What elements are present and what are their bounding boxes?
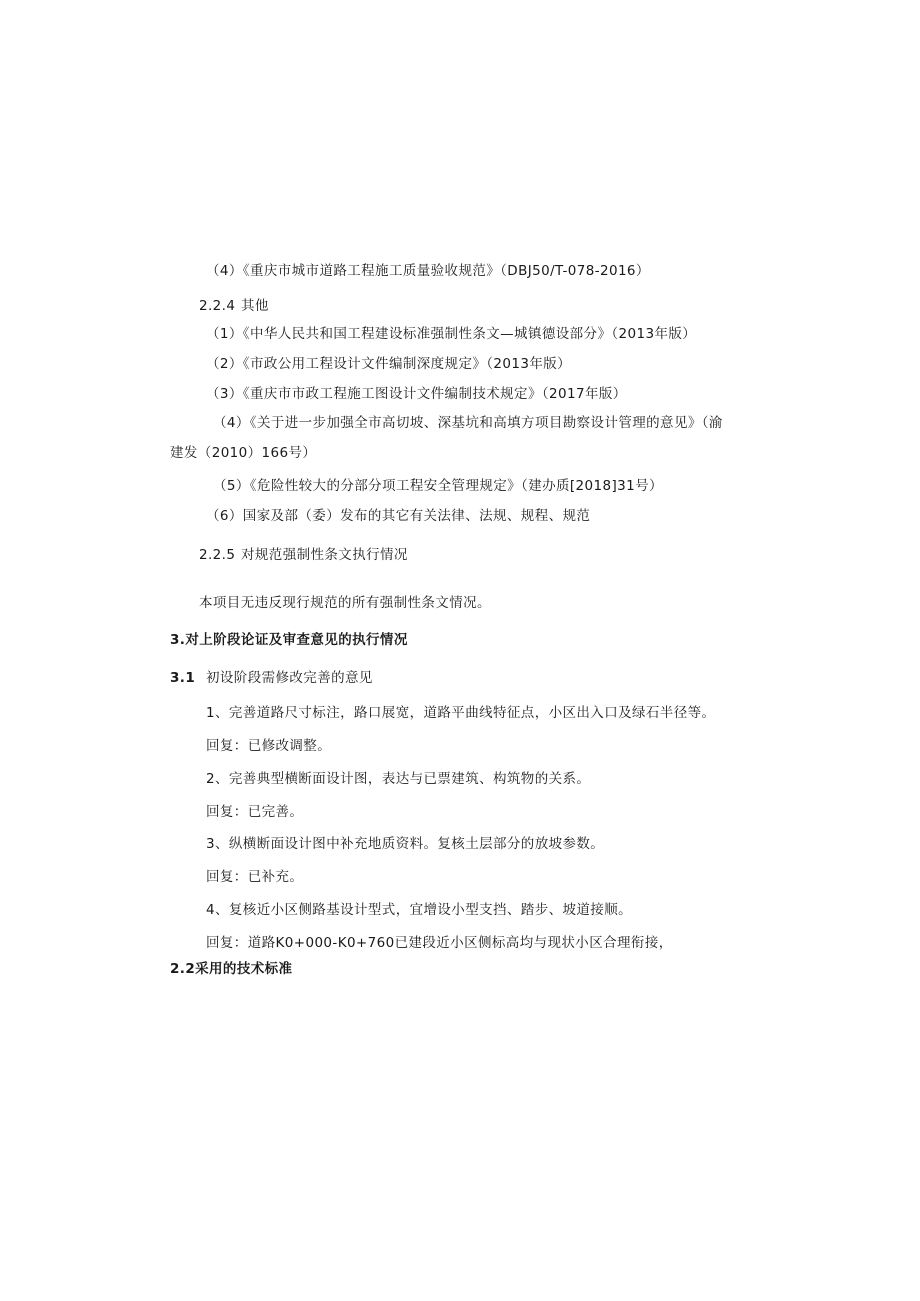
other-item-4-line1: （4）《关于进一步加强全市高切坡、深基坑和高填方项目勘察设计管理的意见》（渝 bbox=[213, 415, 723, 431]
opinion-item-1: 1、完善道路尺寸标注，路口展宽，道路平曲线特征点，小区出入口及绿石半径等。 bbox=[206, 705, 716, 721]
section-number: 3.1 bbox=[170, 670, 196, 686]
chapter-heading-3: 3.对上阶段论证及审查意见的执行情况 bbox=[170, 632, 408, 648]
section-title: 其他 bbox=[241, 298, 269, 314]
section-heading-2-2-4 bbox=[199, 297, 269, 315]
section-heading-2-2: 2.2采用的技术标准 bbox=[170, 961, 293, 977]
other-item-3: （3）《重庆市市政工程施工图设计文件编制技术规定》（2017年版） bbox=[206, 386, 627, 402]
other-item-5: （5）《危险性较大的分部分项工程安全管理规定》（建办质[2018]31号） bbox=[213, 478, 663, 494]
reply-item-2: 回复：已完善。 bbox=[206, 804, 304, 820]
reply-item-1: 回复：已修改调整。 bbox=[206, 738, 332, 754]
other-item-4-line2: 建发（2010）166号） bbox=[170, 445, 317, 461]
other-item-2: （2）《市政公用工程设计文件编制深度规定》（2013年版） bbox=[206, 356, 572, 372]
compliance-paragraph: 本项目无违反现行规范的所有强制性条文情况。 bbox=[199, 595, 491, 611]
section-heading-2-2-5 bbox=[199, 546, 408, 564]
opinion-item-3: 3、纵横断面设计图中补充地质资料。复核土层部分的放坡参数。 bbox=[206, 836, 605, 852]
section-number: 2.2.5 bbox=[199, 547, 236, 563]
section-number: 2.2.4 bbox=[199, 298, 236, 314]
section-title: 初设阶段需修改完善的意见 bbox=[206, 670, 373, 686]
other-item-6: （6）国家及部（委）发布的其它有关法律、法规、规程、规范 bbox=[206, 508, 591, 524]
reply-item-3: 回复：已补充。 bbox=[206, 869, 304, 885]
other-item-1: （1）《中华人民共和国工程建设标准强制性条文—城镇德设部分》（2013年版） bbox=[206, 326, 697, 342]
opinion-item-4: 4、复核近小区侧路基设计型式，宜增设小型支挡、踏步、坡道接顺。 bbox=[206, 902, 632, 918]
section-heading-3-1 bbox=[170, 669, 373, 687]
opinion-item-2: 2、完善典型横断面设计图，表达与已票建筑、构筑物的关系。 bbox=[206, 771, 591, 787]
reference-item-4: （4）《重庆市城市道路工程施工质量验收规范》（DBJ50/T-078-2016） bbox=[206, 263, 650, 279]
section-title: 对规范强制性条文执行情况 bbox=[241, 547, 408, 563]
reply-item-4: 回复：道路K0+000-K0+760已建段近小区侧标高均与现状小区合理衔接， bbox=[206, 935, 673, 951]
